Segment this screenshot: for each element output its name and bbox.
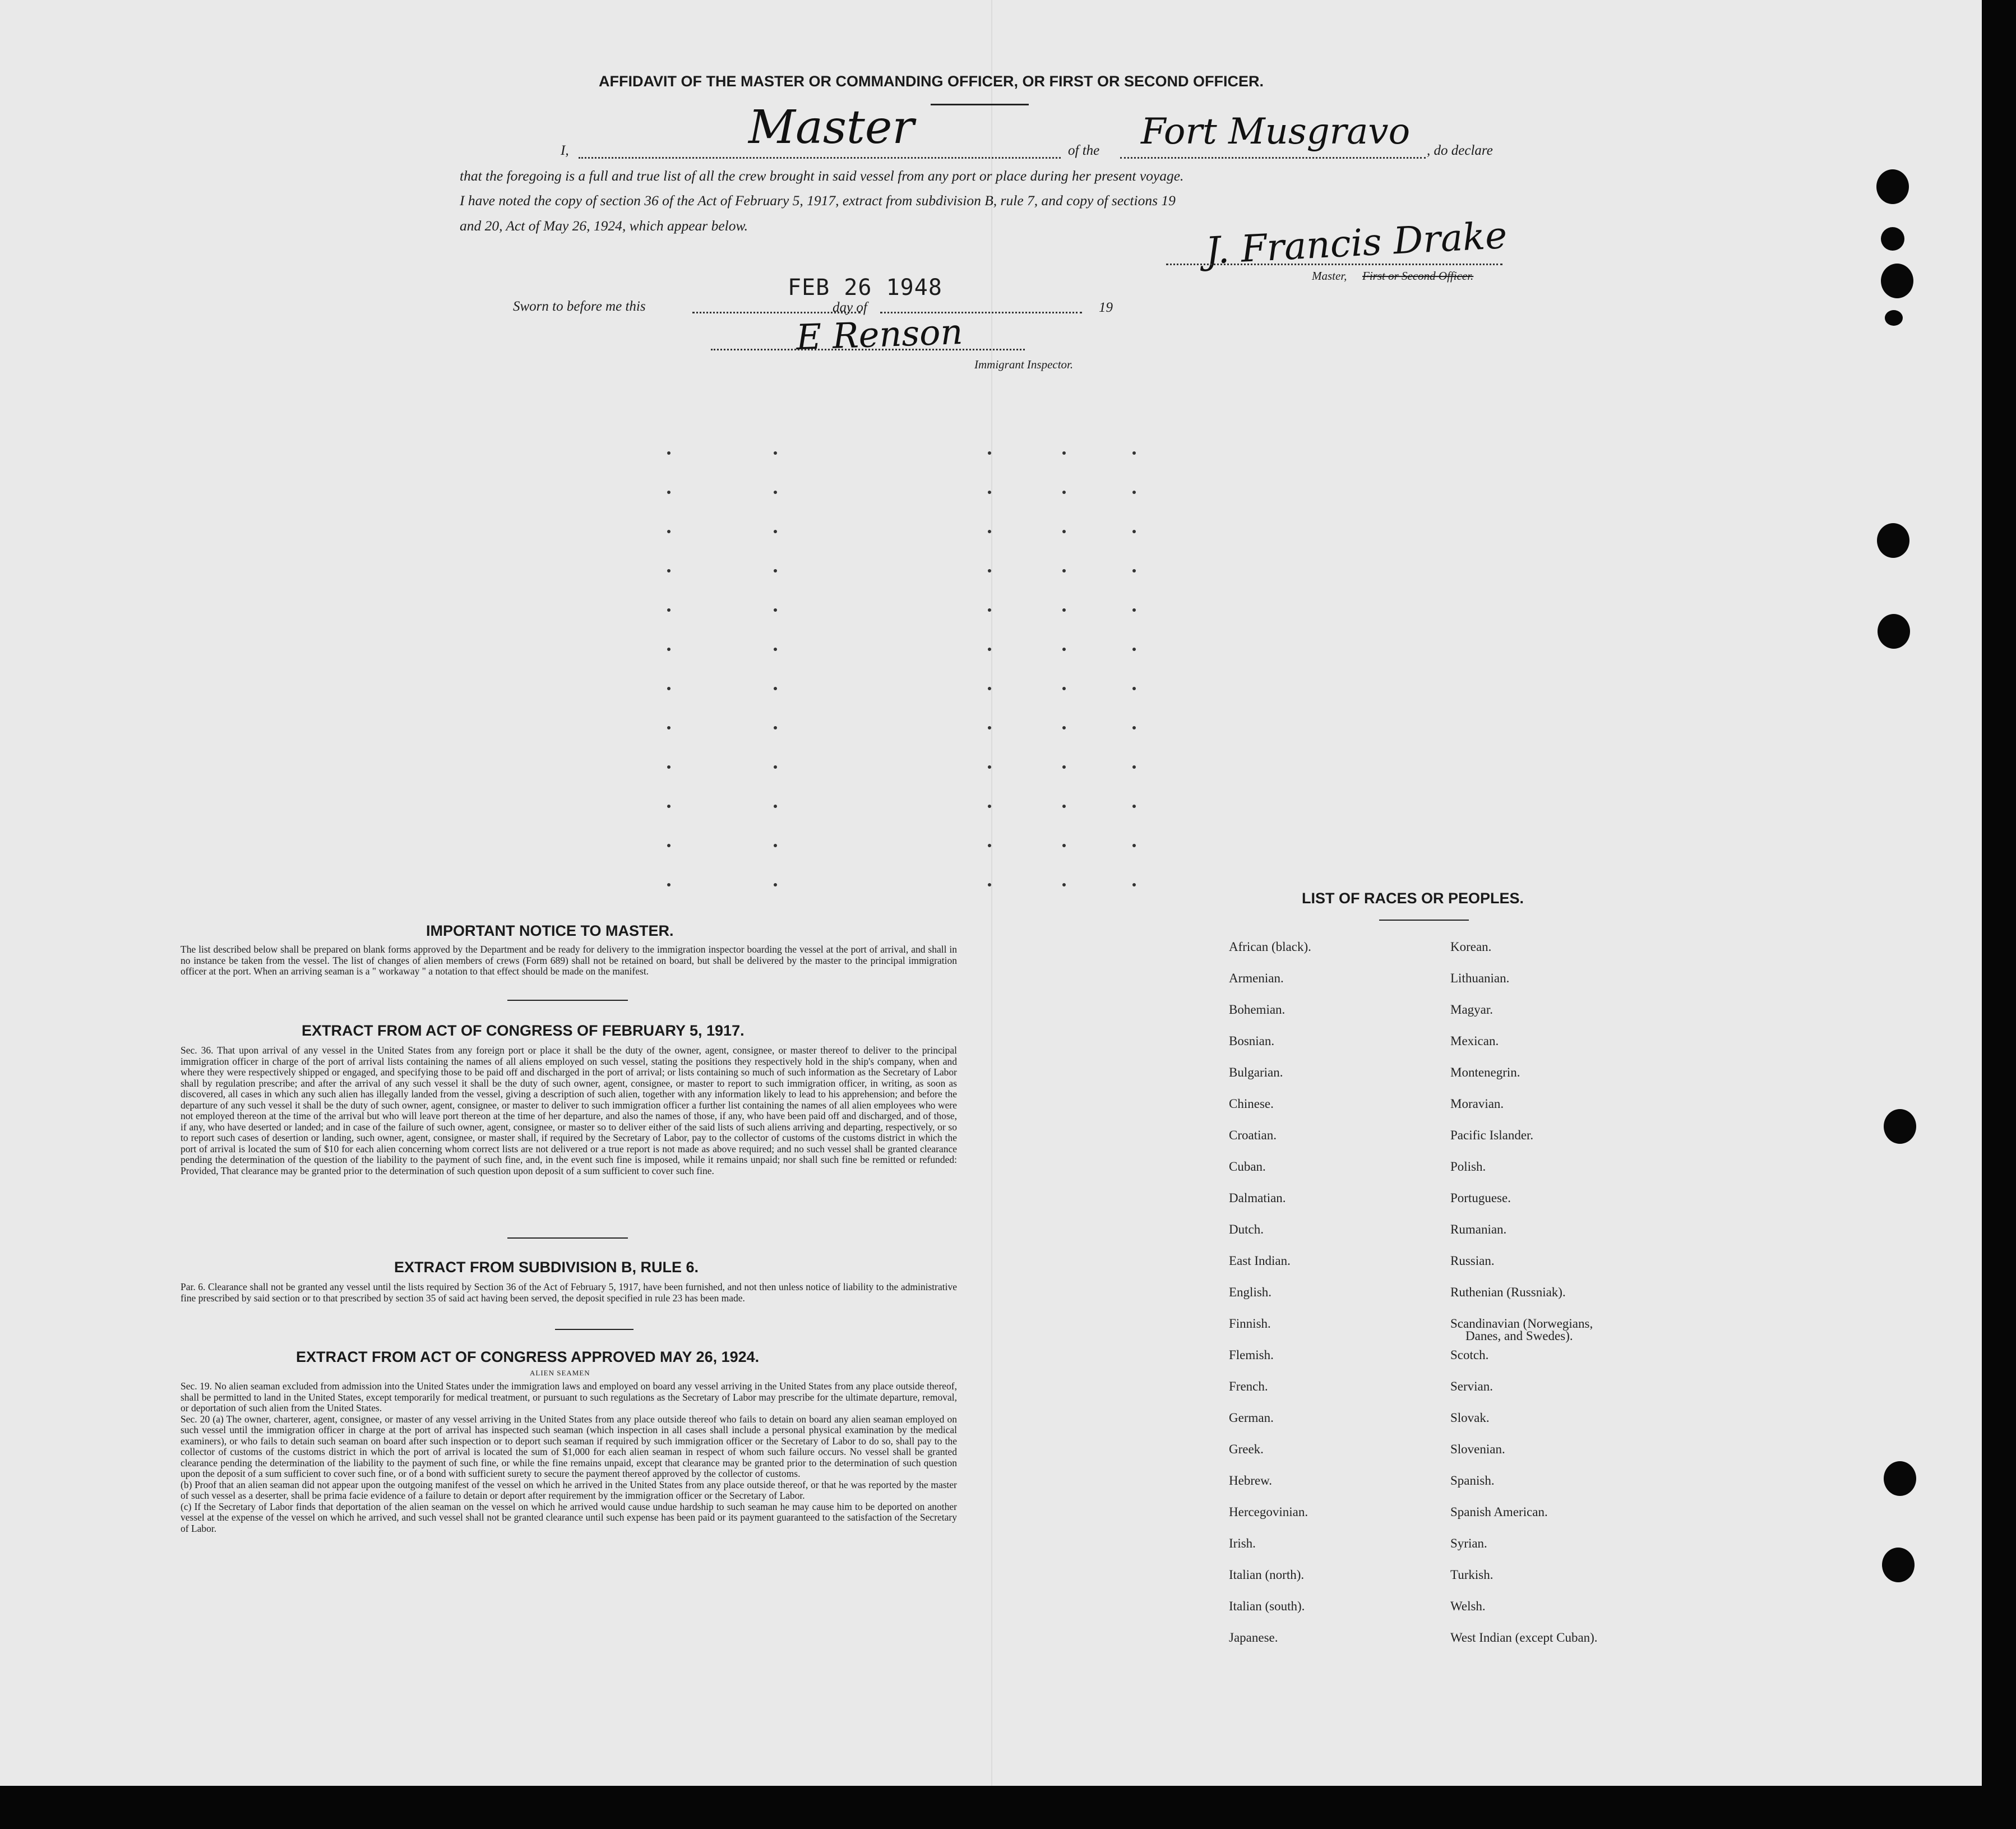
- race-item: Bulgarian.: [1229, 1065, 1283, 1079]
- extract-1924-title: EXTRACT FROM ACT OF CONGRESS APPROVED MAY 26, 1924.: [296, 1348, 760, 1365]
- races-title-underline: [1379, 920, 1469, 921]
- extract-1917-divider: [507, 1237, 628, 1239]
- sec-20b-text: (b) Proof that an alien seaman did not appear upon the outgoing manifest of the vessel on which he arrived in the United States from any place outside thereof, or that he was reported by the master of such vessel as a deserter, shall be prima facie evidence of a failure to detain or deport after requirement by the immigration officer or the Secretary of Labor.: [181, 1479, 957, 1501]
- notice-body: The list described below shall be prepared on blank forms approved by the Department and be ready for delivery to the immigration inspector boarding the vessel at the port of arrival, and shall in no instance be taken from the vessel. The list of changes of alien members of crews (Form 689) shall not be retained on board, but shall be delivered by the master to the principal immigration officer at the port. When an arriving seaman is a " workaway " a notation to that effect should be made on the manifest.: [181, 944, 957, 977]
- extract-rule-divider: [555, 1329, 634, 1330]
- race-item: Servian.: [1450, 1379, 1493, 1393]
- vessel-name-line: [1120, 157, 1426, 159]
- sec-20a-text: Sec. 20 (a) The owner, charterer, agent, consignee, or master of any vessel arriving in the United States from any place outside thereof who fails to detain on board any alien seaman employed on such vessel until the immigration officer in charge at the port of arrival has inspected such seaman (which inspection in all cases shall include a personal physical examination by the medical examiners), or who fails to detain such seaman on board after such inspection or to deport such seaman if required by such immigration officer or the Secretary of Labor to do so, shall pay to the collector of customs of the customs district in which the port of arrival is located the sum of $1,000 for each alien seaman in respect of whom such failure occurs. No vessel shall be granted clearance pending the determination of the liability to the payment of such fine, or while the fine remains unpaid, except that clearance may be granted prior to the determination of such question upon the deposit of a sum sufficient to cover such fine, or of a bond with sufficient surety to secure the payment thereof approved by the collector of customs.: [181, 1413, 957, 1479]
- race-item: English.: [1229, 1285, 1272, 1299]
- sworn-year-label: 19: [1099, 300, 1113, 315]
- race-item: Flemish.: [1229, 1348, 1274, 1362]
- race-item: Moravian.: [1450, 1097, 1504, 1111]
- race-item: Dalmatian.: [1229, 1191, 1286, 1205]
- race-item: Italian (south).: [1229, 1599, 1305, 1613]
- affidavit-line-4: and 20, Act of May 26, 1924, which appear below.: [460, 218, 748, 234]
- master-signature: J. Francis Drake: [1204, 213, 1508, 273]
- race-item: Polish.: [1450, 1160, 1486, 1174]
- race-item: East Indian.: [1229, 1254, 1291, 1268]
- handwritten-master-name: Master: [748, 101, 914, 154]
- race-item: Bohemian.: [1229, 1003, 1286, 1017]
- race-item: Irish.: [1229, 1536, 1256, 1550]
- race-item: Spanish.: [1450, 1474, 1495, 1488]
- extract-1924-body: [181, 1381, 957, 1534]
- binder-hole: [1882, 1548, 1915, 1582]
- race-item: Magyar.: [1450, 1003, 1493, 1017]
- race-item: Italian (north).: [1229, 1568, 1305, 1582]
- races-right-continuation: Danes, and Swedes).: [1465, 1329, 1573, 1343]
- race-item: Chinese.: [1229, 1097, 1274, 1111]
- race-item: Turkish.: [1450, 1568, 1493, 1582]
- signature-line: [1166, 264, 1502, 265]
- race-item: Pacific Islander.: [1450, 1128, 1534, 1142]
- race-item: Hercegovinian.: [1229, 1505, 1308, 1519]
- binder-hole: [1884, 1461, 1916, 1496]
- handwritten-vessel-name: Fort Musgravo: [1141, 111, 1411, 153]
- race-item: African (black).: [1229, 940, 1311, 954]
- race-item: Rumanian.: [1450, 1222, 1507, 1236]
- affidavit-of-the-label: of the: [1068, 143, 1100, 158]
- inspector-caption: Immigrant Inspector.: [974, 358, 1074, 371]
- affidavit-line-2: that the foregoing is a full and true list of all the crew brought in said vessel from any port or place during her present voyage.: [460, 168, 1184, 184]
- race-item: German.: [1229, 1411, 1274, 1425]
- race-item: Finnish.: [1229, 1317, 1271, 1331]
- affidavit-line-3: I have noted the copy of section 36 of the Act of February 5, 1917, extract from subdivision B, rule 7, and copy of sections 19: [460, 192, 1176, 209]
- race-item: French.: [1229, 1379, 1268, 1393]
- binder-hole: [1881, 227, 1904, 251]
- extract-rule-title: EXTRACT FROM SUBDIVISION B, RULE 6.: [394, 1259, 699, 1276]
- race-item: Ruthenian (Russniak).: [1450, 1285, 1566, 1299]
- race-item: Bosnian.: [1229, 1034, 1275, 1048]
- race-item: Slovak.: [1450, 1411, 1490, 1425]
- signature-caption-struck: First or Second Officer.: [1362, 269, 1474, 283]
- race-item: Scotch.: [1450, 1348, 1489, 1362]
- race-item: Japanese.: [1229, 1631, 1278, 1645]
- race-item: Welsh.: [1450, 1599, 1486, 1613]
- affidavit-title: AFFIDAVIT OF THE MASTER OR COMMANDING OFFICER, OR FIRST OR SECOND OFFICER.: [599, 73, 1264, 90]
- race-item: Scandinavian (Norwegians,: [1450, 1317, 1593, 1331]
- race-item: Hebrew.: [1229, 1474, 1273, 1488]
- race-item: Slovenian.: [1450, 1442, 1505, 1456]
- affidavit-i-label: I,: [561, 143, 569, 158]
- binder-hole: [1885, 310, 1903, 326]
- race-item: Spanish American.: [1450, 1505, 1548, 1519]
- extract-1924-subtitle: ALIEN SEAMEN: [530, 1369, 590, 1377]
- binder-hole: [1877, 523, 1909, 558]
- race-item: Croatian.: [1229, 1128, 1277, 1142]
- race-item: Armenian.: [1229, 971, 1284, 985]
- notice-divider: [507, 1000, 628, 1001]
- sworn-label: Sworn to before me this: [513, 299, 646, 314]
- title-underline: [931, 104, 1029, 105]
- race-item: Portuguese.: [1450, 1191, 1511, 1205]
- inspector-line: [711, 349, 1025, 350]
- race-item: Greek.: [1229, 1442, 1264, 1456]
- binder-hole: [1884, 1109, 1916, 1144]
- master-name-line: [579, 157, 1061, 159]
- race-item: Syrian.: [1450, 1536, 1487, 1550]
- extract-rule-body: Par. 6. Clearance shall not be granted any vessel until the lists required by Section 36 of the Act of February 5, 1917, have been furnished, and not then unless notice of liability to the administrative fine prescribed by said section or to that prescribed by section 35 of said act having been served, the deposit specified in rule 23 has been made.: [181, 1281, 957, 1304]
- affidavit-declare-label: , do declare: [1427, 143, 1493, 158]
- race-item: Dutch.: [1229, 1222, 1264, 1236]
- notice-title: IMPORTANT NOTICE TO MASTER.: [426, 922, 674, 939]
- sec-19-text: Sec. 19. No alien seaman excluded from admission into the United States under the immigration laws and employed on board any vessel arriving in the United States from any place outside thereof, shall be permitted to land in the United States, except temporarily for medical treatment, or pursuant to such regulations as the Secretary of Labor may prescribe for the ultimate departure, removal, or deportation of such alien from the United States.: [181, 1380, 957, 1414]
- sec-20c-text: (c) If the Secretary of Labor finds that deportation of the alien seaman on the vessel on which he arrived would cause undue hardship to such seaman he may cause him to be deported on another vessel at the expense of the vessel on which he arrived, and such vessel shall not be granted clearance until such expense has been paid or its payment guaranteed to the satisfaction of the Secretary of Labor.: [181, 1500, 957, 1534]
- race-item: Lithuanian.: [1450, 971, 1510, 985]
- signature-caption-master: Master,: [1312, 269, 1347, 283]
- race-item: Korean.: [1450, 940, 1492, 954]
- fold-crease: [991, 0, 992, 1786]
- extract-1917-body: Sec. 36. That upon arrival of any vessel in the United States from any foreign port or place it shall be the duty of the owner, agent, consignee, or master thereof to deliver to the principal immigration officer in charge of the port of arrival lists containing the names of all aliens employed on such vessel, stating the positions they respectively hold in the ship's company, when and where they were respectively shipped or engaged, and specifying those to be paid off and discharged in the port of arrival; or lists containing so much of such information as the Secretary of Labor shall by regulation prescribe; and after the arrival of any such vessel it shall be the duty of such owner, agent, consignee, or master to report to such immigration officer, in writing, as soon as discovered, all cases in which any such alien has illegally landed from the vessel, giving a description of such alien, together with any information likely to lead to his apprehension; and before the departure of any such vessel it shall be the duty of such owner, agent, consignee, or master to deliver to such immigration officer a further list containing the names of all alien employees who were not employed thereon at the time of the arrival but who will leave port thereon at the time of her departure, and also the names of those, if any, who have been paid off and discharged, and of those, if any, who have deserted or landed; and in case of the failure of such owner, agent, consignee, or master so to deliver either of the said lists of such aliens arriving and departing, respectively, or so to report such cases of desertion or landing, such owner, agent, consignee, or master shall, if required by the Secretary of Labor, pay to the collector of customs of the customs district in which the port of arrival is located the sum of $10 for each alien concerning whom correct lists are not delivered or a true report is not made as above required; and no such vessel shall be granted clearance pending the determination of the question of the liability to the payment of such fine, and, in the event such fine is imposed, while it remains unpaid; nor shall such fine be remitted or refunded: Provided, That clearance may be granted prior to the determination of such question upon deposit of a sum sufficient to cover such fine.: [181, 1045, 957, 1176]
- binder-hole: [1881, 264, 1913, 298]
- race-item: Cuban.: [1229, 1160, 1266, 1174]
- races-title: LIST OF RACES OR PEOPLES.: [1302, 890, 1524, 907]
- race-item: Montenegrin.: [1450, 1065, 1520, 1079]
- race-item: Russian.: [1450, 1254, 1495, 1268]
- race-item: West Indian (except Cuban).: [1450, 1631, 1598, 1645]
- inspector-signature: E Renson: [795, 311, 964, 358]
- date-stamp: FEB 26 1948: [788, 275, 942, 301]
- day-of-label: day of: [833, 300, 867, 315]
- extract-1917-title: EXTRACT FROM ACT OF CONGRESS OF FEBRUARY 5, 1917.: [302, 1022, 745, 1039]
- binder-hole: [1878, 614, 1910, 649]
- binder-hole: [1876, 169, 1909, 204]
- race-item: Mexican.: [1450, 1034, 1499, 1048]
